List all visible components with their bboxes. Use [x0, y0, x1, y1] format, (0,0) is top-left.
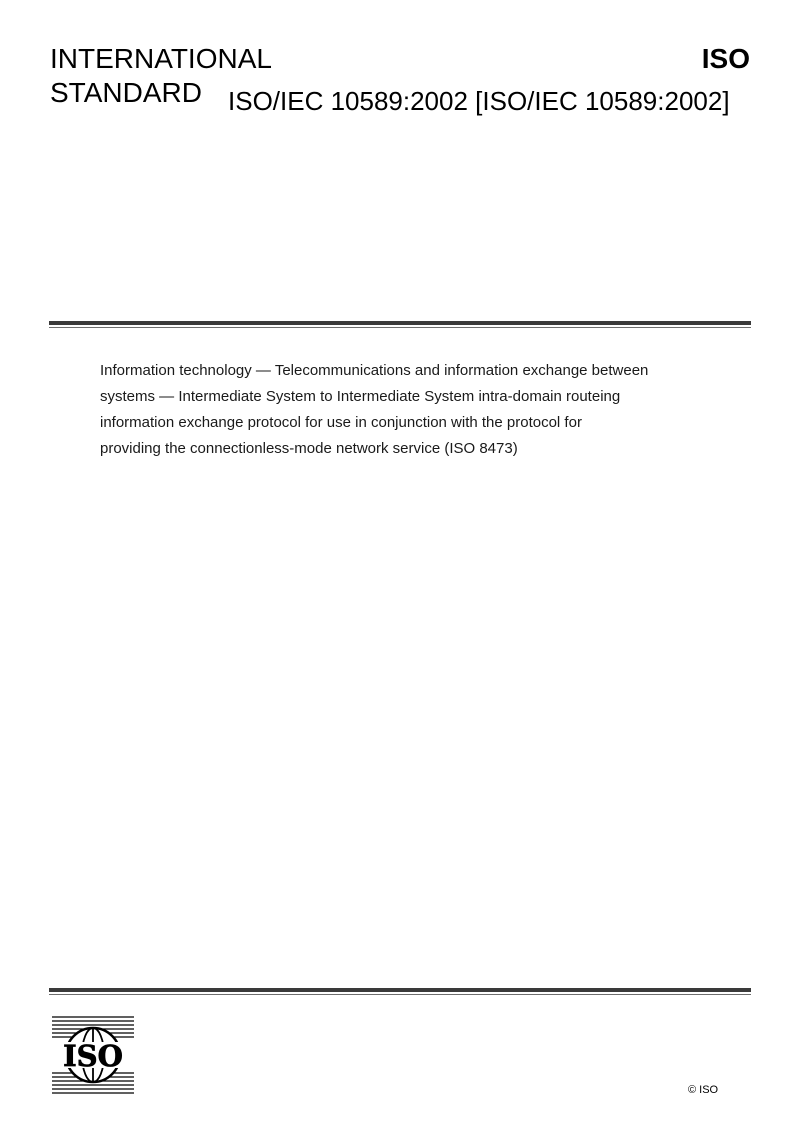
bottom-divider: [49, 988, 751, 996]
document-number: ISO/IEC 10589:2002 [ISO/IEC 10589:2002]: [228, 86, 730, 116]
header-line-international: INTERNATIONAL: [50, 43, 272, 74]
title-line-2: systems — Intermediate System to Intermediate System intra-domain routeing: [100, 388, 621, 405]
header-org-iso: ISO: [701, 43, 750, 74]
iso-logo: [52, 1015, 134, 1094]
header-line-standard: STANDARD: [50, 77, 202, 108]
title-line-3: information exchange protocol for use in conjunction with the protocol for: [100, 414, 582, 431]
copyright-notice: © ISO: [688, 1084, 719, 1096]
top-divider: [49, 321, 751, 329]
svg-text:ISO: ISO: [63, 1039, 123, 1073]
title-line-1: Information technology — Telecommunications and information exchange between: [100, 362, 649, 379]
title-line-4: providing the connectionless-mode network service (ISO 8473): [100, 440, 518, 457]
iso-logo-graphic: [52, 1015, 134, 1094]
document-title: [100, 358, 720, 462]
